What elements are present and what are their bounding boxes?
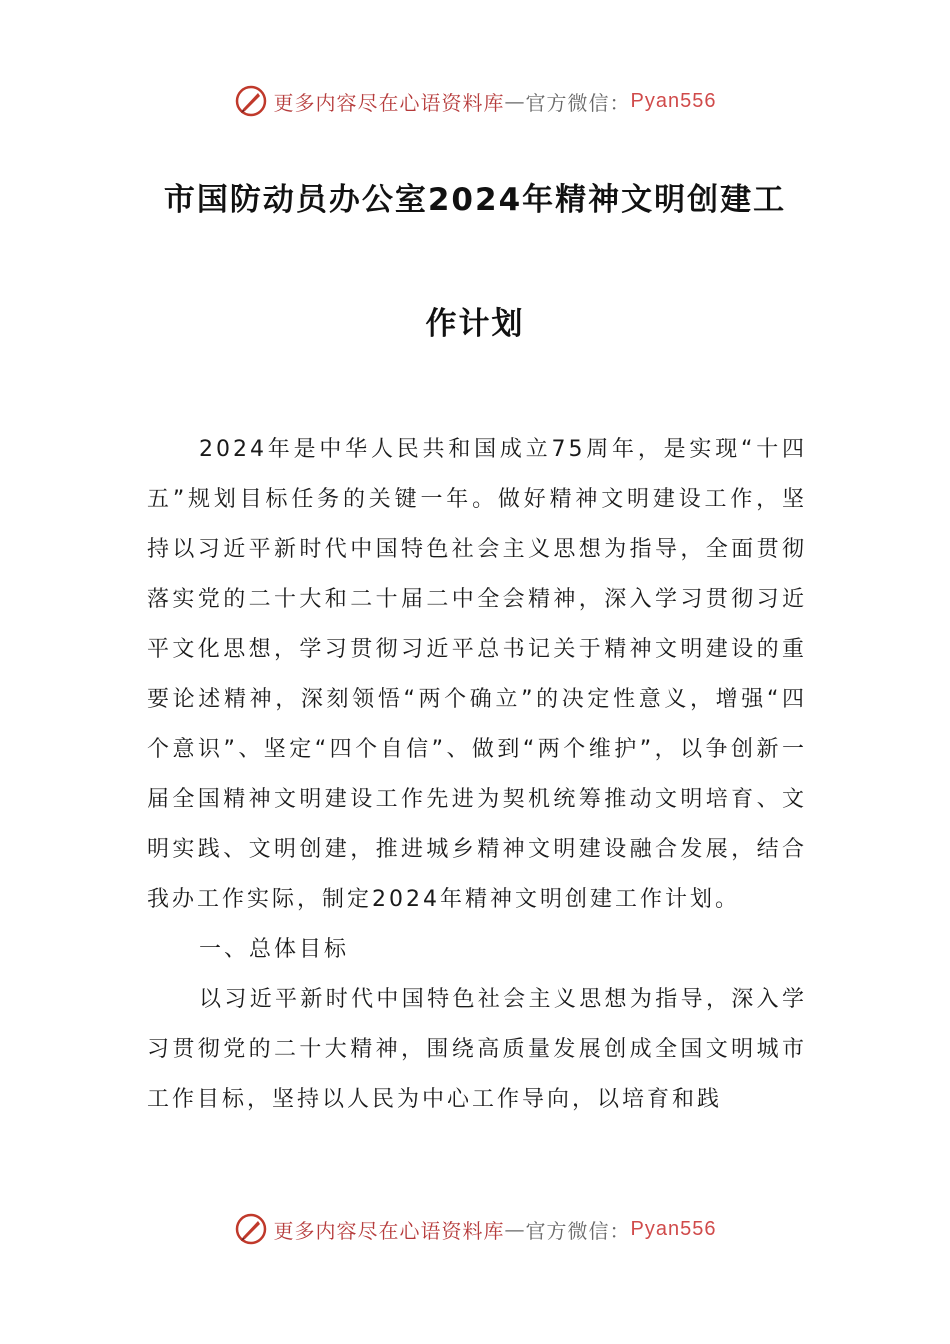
banner-wechat-id: Pyan556: [630, 89, 717, 112]
document-title-line-1: 市国防动员办公室2024年精神文明创建工: [163, 182, 787, 218]
banner-text: 更多内容尽在心语资料库: [273, 90, 505, 115]
banner-wechat-label: 官方微信：: [525, 90, 631, 115]
watermark-banner-top: [0, 84, 950, 118]
paragraph-intro: 2024年是中华人民共和国成立75周年，是实现“十四五”规划目标任务的关键一年。做好精神文明建设工作，坚持以习近平新时代中国特色社会主义思想为指导，全面贯彻落实党的二十大和二十届二中全会精神，深入学习贯彻习近平文化思想，学习贯彻习近平总书记关于精神文明建设的重要论述精神，深刻领悟“两个确立”的决定性意义，增强“四个意识”、坚定“四个自信”、做到“两个维护”，以争创新一届全国精神文明建设工作先进为契机统筹推动文明培育、文明实践、文明创建，推进城乡精神文明建设融合发展，结合我办工作实际，制定2024年精神文明创建工作计划。: [147, 437, 807, 912]
banner-wechat-label: 官方微信：: [525, 1218, 631, 1243]
banner-dash: —: [504, 1217, 526, 1241]
watermark-banner-bottom: [0, 1212, 950, 1246]
banner-text: 更多内容尽在心语资料库: [273, 1218, 505, 1243]
quill-logo-icon: [234, 84, 268, 118]
document-body: [147, 425, 807, 1125]
quill-logo-icon: [234, 1212, 268, 1246]
section-heading-overall-goal: 一、总体目标: [199, 937, 350, 962]
paragraph-goal: 以习近平新时代中国特色社会主义思想为指导，深入学习贯彻党的二十大精神，围绕高质量发展创成全国文明城市工作目标，坚持以人民为中心工作导向，以培育和践: [147, 987, 807, 1112]
banner-wechat-id: Pyan556: [630, 1217, 717, 1240]
document-title-line-2: 作计划: [425, 306, 525, 342]
banner-dash: —: [504, 89, 526, 113]
